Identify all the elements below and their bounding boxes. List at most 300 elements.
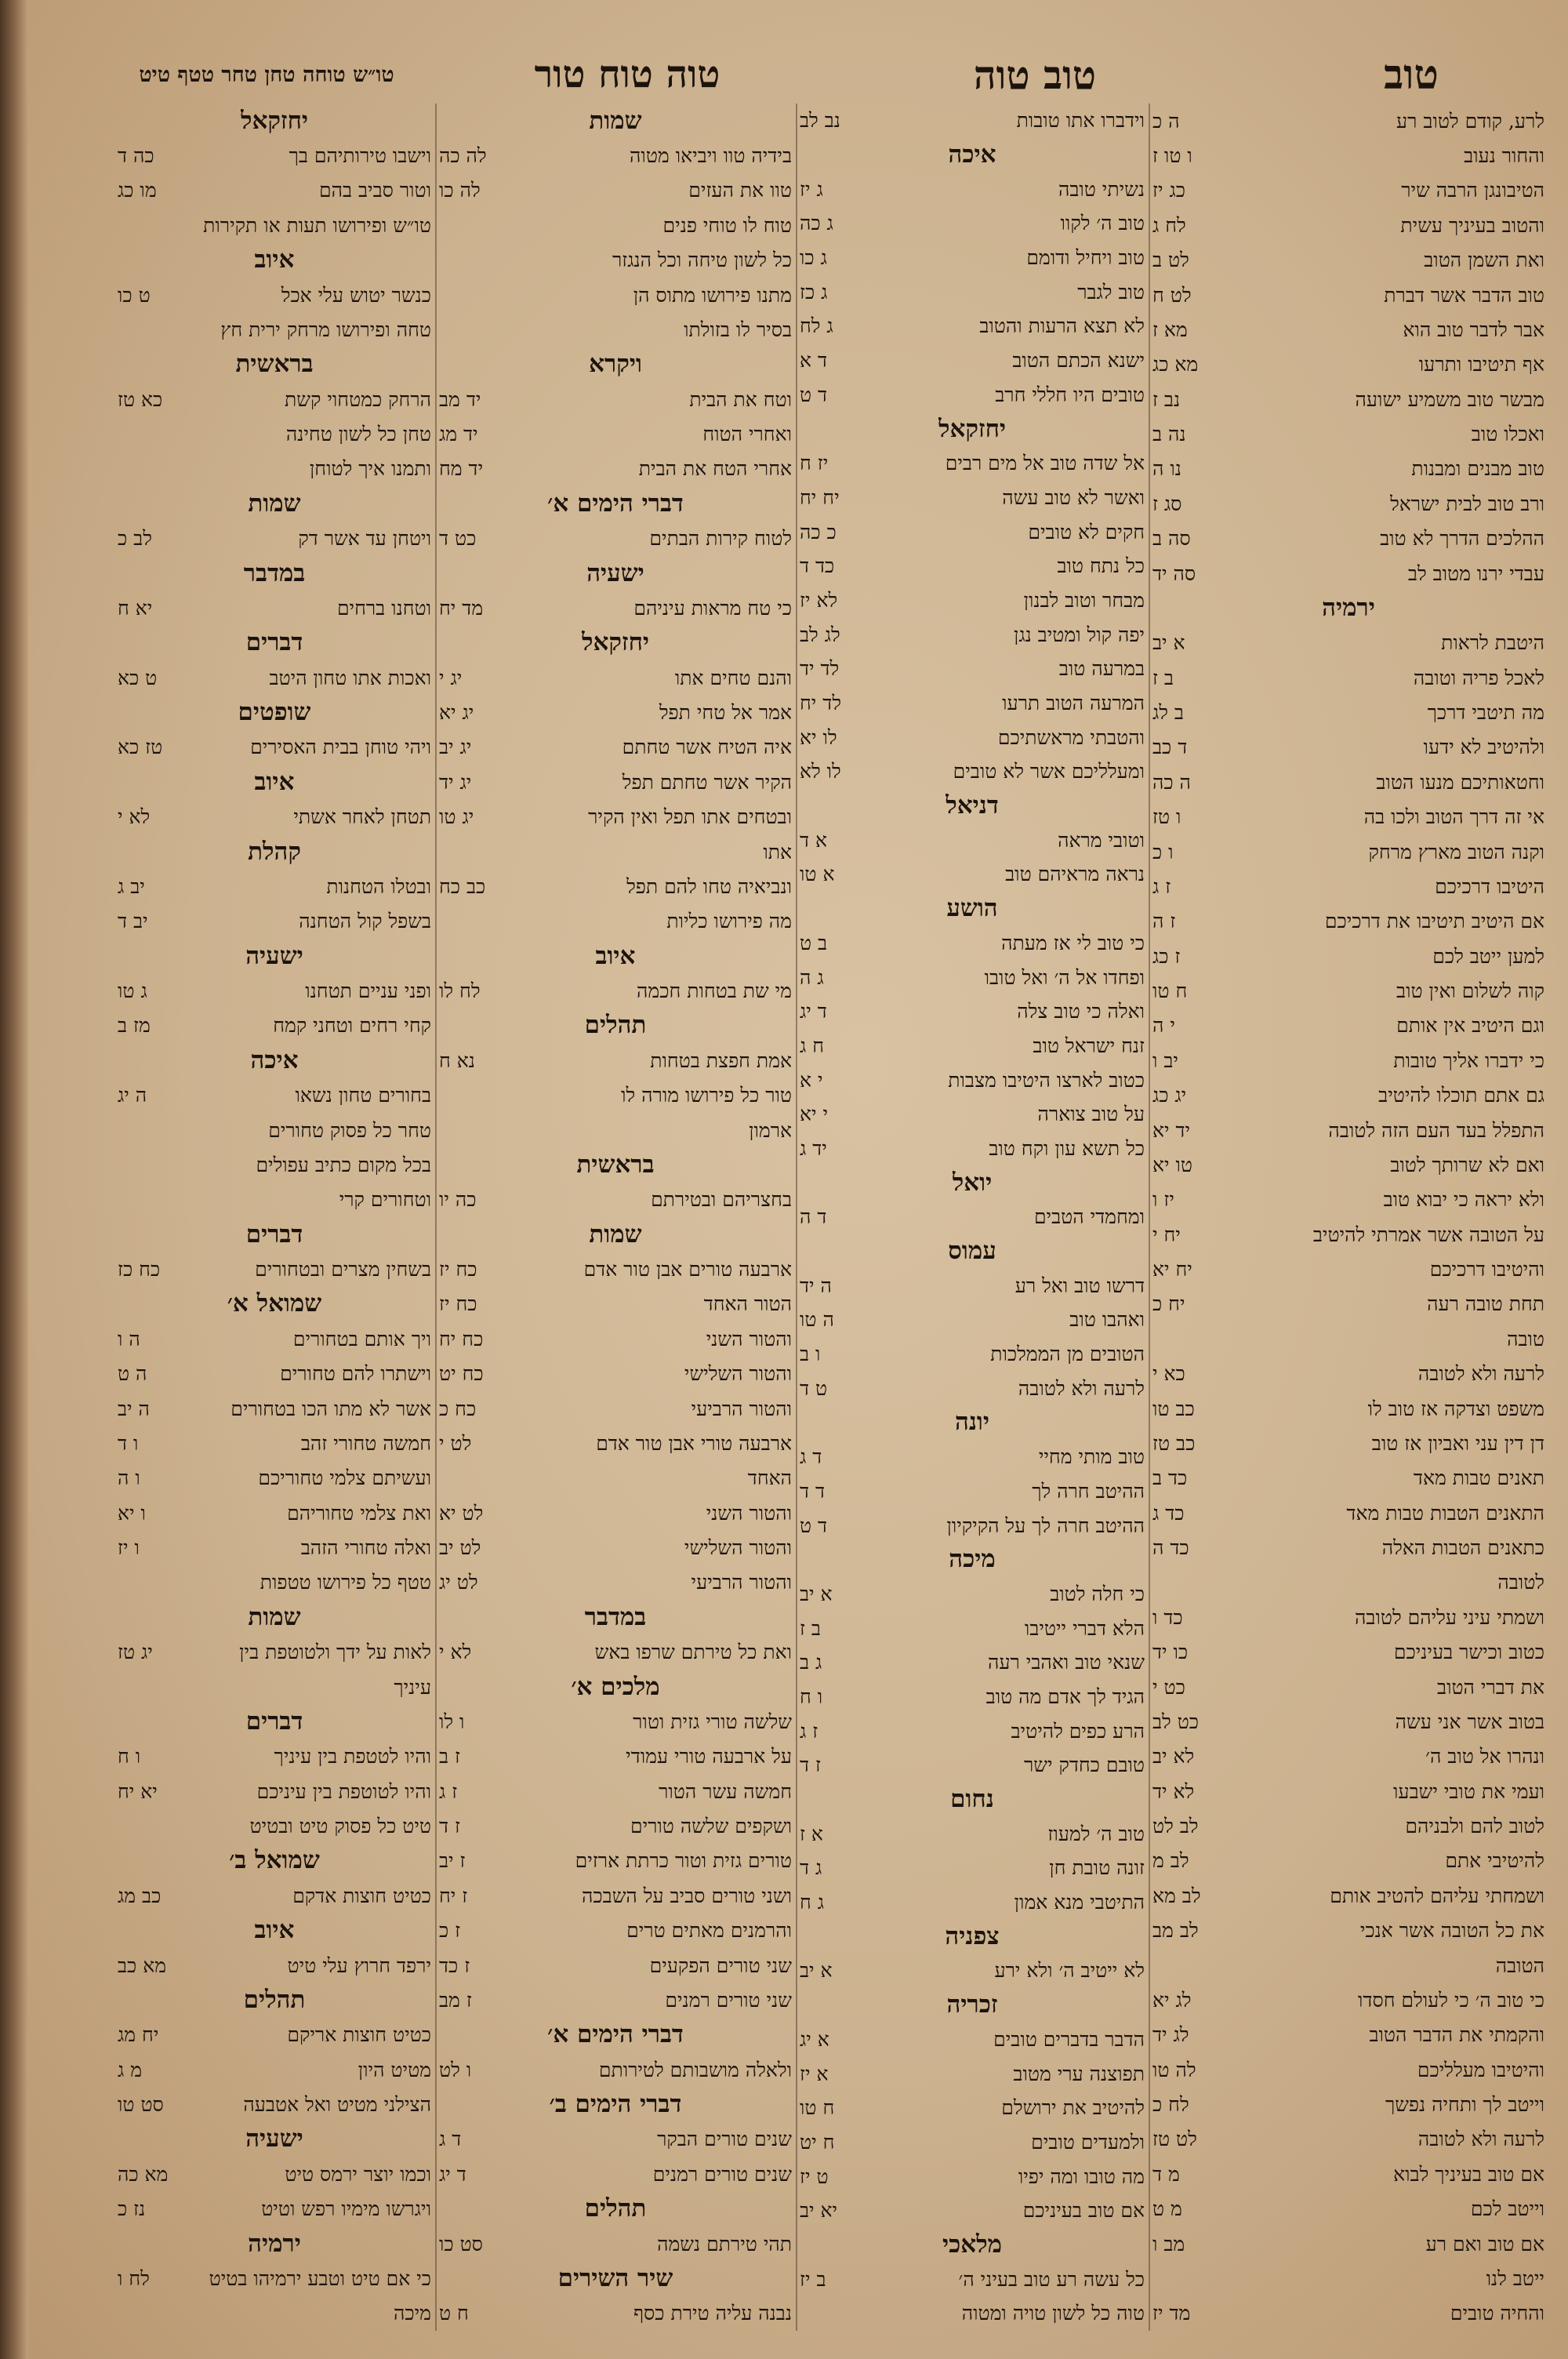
verse-reference: לט יג xyxy=(439,1571,478,1594)
verse-entry xyxy=(439,1983,792,2017)
entry-text: נשיתי טובה xyxy=(1058,179,1145,199)
verse-entry xyxy=(439,1774,792,1808)
book-heading xyxy=(800,412,1145,446)
entry-text: ותמנו איך לטוחן xyxy=(309,459,431,479)
verse-entry xyxy=(1152,1426,1544,1460)
verse-reference: לח ג xyxy=(1152,213,1186,237)
verse-reference: כב טו xyxy=(1152,1397,1195,1420)
verse-entry xyxy=(439,1461,792,1496)
verse-entry xyxy=(118,2052,431,2087)
book-heading xyxy=(439,1009,792,1043)
entry-text: ויקרא xyxy=(589,352,642,377)
verse-entry xyxy=(439,591,792,625)
entry-text: אמר אל טחי תפל xyxy=(659,703,792,723)
verse-entry xyxy=(1152,2052,1544,2087)
verse-reference: ו טז xyxy=(1152,805,1181,829)
verse-reference: ז ג xyxy=(800,1719,818,1743)
entry-text: ירפד חרוץ עלי טיט xyxy=(287,1955,431,1976)
book-heading xyxy=(439,556,792,591)
book-heading xyxy=(118,556,431,591)
verse-reference: ז ב xyxy=(439,1745,460,1768)
verse-reference: ח יט xyxy=(800,2130,835,2154)
verse-entry xyxy=(118,1948,431,1983)
entry-text: אם טוב ואם רע xyxy=(1425,2234,1544,2254)
verse-reference: ה יג xyxy=(118,1084,147,1107)
verse-entry xyxy=(118,1252,431,1286)
verse-reference: יא יח xyxy=(118,1779,158,1803)
verse-entry xyxy=(800,2056,1145,2091)
verse-entry xyxy=(439,312,792,347)
entry-text: מלאכי xyxy=(942,2232,1003,2257)
verse-entry xyxy=(439,382,792,416)
verse-reference: ו טו ז xyxy=(1152,144,1192,168)
verse-entry xyxy=(1152,452,1544,486)
entry-text: וייטב לך ותחיה נפשך xyxy=(1385,2095,1544,2115)
verse-entry xyxy=(800,754,1145,789)
entry-text: טוב מבנים ומבנות xyxy=(1411,459,1544,479)
verse-reference: כח יז xyxy=(439,1292,477,1316)
verse-reference: כה ד xyxy=(118,144,154,168)
entry-text: שנאי טוב ואהבי רעה xyxy=(988,1652,1145,1673)
verse-entry xyxy=(800,583,1145,618)
verse-reference: י יא xyxy=(800,1103,829,1126)
entry-text: כי טוב לי אז מעתה xyxy=(1001,932,1145,953)
entry-text: הרע כפים להיטיב xyxy=(1011,1721,1145,1741)
verse-entry xyxy=(800,1577,1145,1612)
verse-entry xyxy=(800,617,1145,652)
verse-entry xyxy=(1152,1461,1544,1496)
verse-reference: מא ז xyxy=(1152,318,1188,341)
verse-entry xyxy=(1152,1287,1544,1321)
verse-entry xyxy=(800,2194,1145,2228)
entry-text: ואת כל טירתם שרפו באש xyxy=(594,1642,792,1663)
entry-text: ירמיה xyxy=(248,2231,301,2256)
book-heading xyxy=(118,1704,431,1739)
verse-entry xyxy=(800,994,1145,1029)
entry-text: בידיה טוו ויביאו מטוה xyxy=(630,146,792,166)
concordance-column xyxy=(439,104,792,2331)
verse-reference: ב ט xyxy=(800,931,828,954)
verse-entry xyxy=(800,823,1145,857)
entry-text: בחצריהם ובטירתם xyxy=(651,1190,792,1210)
verse-entry xyxy=(1152,973,1544,1008)
verse-reference: ד יג xyxy=(800,1000,827,1023)
verse-entry xyxy=(800,1954,1145,1988)
verse-entry xyxy=(800,1748,1145,1783)
verse-entry xyxy=(439,660,792,695)
entry-text: ההיטב חרה לך על הקיקיון xyxy=(946,1515,1145,1536)
book-heading xyxy=(439,2192,792,2226)
verse-entry xyxy=(1152,2296,1544,2331)
verse-reference: לט יב xyxy=(439,1536,481,1560)
entry-text: כל עשה רע טוב בעיני ה׳ xyxy=(958,2269,1145,2289)
verse-reference: יב ג xyxy=(118,874,145,898)
verse-reference: ז כד xyxy=(439,1954,470,1977)
entry-text: שמואל א׳ xyxy=(227,1292,322,1317)
verse-entry xyxy=(800,720,1145,754)
verse-reference: יד מג xyxy=(439,423,478,446)
verse-entry xyxy=(800,1063,1145,1097)
verse-entry xyxy=(439,2122,792,2157)
entry-text: יחזקאל xyxy=(240,108,309,133)
verse-reference: ג כז xyxy=(800,280,828,304)
verse-reference: סה יד xyxy=(1152,562,1196,585)
entry-text: לטובה xyxy=(1497,1572,1544,1593)
verse-reference: לב לט xyxy=(1152,1815,1199,1838)
verse-entry xyxy=(118,1113,431,1147)
entry-text: שמות xyxy=(589,1222,642,1247)
book-heading xyxy=(118,1914,431,1948)
verse-reference: מא כב xyxy=(118,1954,167,1977)
verse-entry xyxy=(1152,486,1544,521)
verse-entry xyxy=(118,416,431,451)
verse-reference: ו יא xyxy=(118,1501,146,1525)
verse-entry xyxy=(800,652,1145,686)
verse-reference: ז ד xyxy=(439,1815,460,1838)
entry-text: אשר לא מתו הכו בטחורים xyxy=(230,1398,431,1419)
book-heading xyxy=(800,1543,1145,1577)
entry-text: זכריה xyxy=(946,1993,998,2018)
verse-reference: ה יד xyxy=(800,1274,832,1297)
entry-text: תהלים xyxy=(243,1987,306,2012)
entry-text: וייטב לכם xyxy=(1470,2199,1544,2219)
verse-entry xyxy=(118,869,431,903)
verse-reference: כט י xyxy=(1152,1675,1185,1699)
verse-reference: ג ב xyxy=(800,1651,822,1674)
verse-reference: לא י xyxy=(439,1641,472,1664)
verse-entry xyxy=(118,2296,431,2331)
verse-reference: א יב xyxy=(800,1582,833,1605)
verse-reference: כו יד xyxy=(1152,1641,1189,1664)
verse-reference: ה כה xyxy=(1152,770,1191,794)
verse-entry xyxy=(439,1914,792,1948)
entry-text: מבשר טוב משמיע ישועה xyxy=(1355,389,1544,409)
entry-text: ארמון xyxy=(749,1120,792,1140)
verse-entry xyxy=(118,800,431,834)
verse-reference: יז ח xyxy=(800,452,829,475)
verse-reference: יא ח xyxy=(118,596,153,620)
entry-text: שיר השירים xyxy=(557,2266,673,2291)
verse-reference: ז כ xyxy=(439,1919,461,1943)
book-heading xyxy=(439,486,792,521)
verse-reference: ד יג xyxy=(439,2162,466,2186)
book-heading xyxy=(118,2226,431,2261)
verse-entry xyxy=(118,2192,431,2226)
entry-text: טחר כל פסוק טחורים xyxy=(268,1120,431,1140)
verse-entry xyxy=(118,1530,431,1565)
verse-entry xyxy=(118,1009,431,1043)
verse-reference: כא י xyxy=(1152,1362,1185,1386)
verse-reference: ז כג xyxy=(1152,944,1181,968)
entry-text: וטובי מראה xyxy=(1058,830,1145,850)
book-heading xyxy=(118,939,431,973)
verse-reference: כט ד xyxy=(439,527,477,551)
verse-entry xyxy=(439,1113,792,1147)
verse-reference: כ כה xyxy=(800,520,837,543)
verse-reference: ט כא xyxy=(118,666,158,689)
entry-text: בראשית xyxy=(576,1152,655,1177)
verse-reference: כט לב xyxy=(1152,1710,1200,1733)
verse-entry xyxy=(800,1371,1145,1405)
entry-text: ושמחתי עליהם להטיב אותם xyxy=(1330,1885,1544,1906)
entry-text: ועשיתם צלמי טחוריכם xyxy=(258,1468,431,1488)
verse-reference: לב מ xyxy=(1152,1849,1189,1873)
verse-reference: סט כו xyxy=(439,2232,483,2255)
verse-reference: ו ה xyxy=(118,1467,140,1490)
verse-reference: לה כו xyxy=(439,179,481,202)
book-heading xyxy=(800,1783,1145,1817)
book-heading xyxy=(800,2228,1145,2263)
verse-entry xyxy=(439,904,792,939)
verse-entry xyxy=(1152,1043,1544,1078)
verse-entry xyxy=(439,2052,792,2087)
verse-reference: ו ח xyxy=(800,1685,823,1708)
verse-entry xyxy=(118,208,431,242)
entry-text: כל לשון טיחה וכל הנגזר xyxy=(612,250,792,271)
verse-reference: כג יז xyxy=(1152,179,1185,202)
verse-entry xyxy=(118,1635,431,1670)
entry-text: ואת צלמי טחוריהם xyxy=(287,1503,431,1523)
verse-reference: ט כו xyxy=(118,283,151,307)
entry-text: תטחן לאחר אשתי xyxy=(293,807,431,827)
verse-entry xyxy=(1152,1983,1544,2017)
verse-entry xyxy=(118,522,431,556)
verse-reference: יג טז xyxy=(118,1641,153,1664)
verse-entry xyxy=(118,1774,431,1808)
verse-entry xyxy=(800,1645,1145,1680)
entry-text: ושמתי עיני עליהם לטובה xyxy=(1355,1607,1544,1627)
verse-reference: יח יח xyxy=(800,485,840,509)
entry-text: ההיטב חרה לך xyxy=(1032,1481,1145,1501)
verse-reference: לג לב xyxy=(800,623,840,646)
verse-entry xyxy=(800,1508,1145,1543)
entry-text: ונביאיה טחו להם תפל xyxy=(626,876,792,896)
verse-reference: לב מא xyxy=(1152,1884,1201,1907)
entry-text: טוה כל לשון טויה ומטוה xyxy=(961,2303,1145,2324)
entry-text: התאנים הטבות טבות מאד xyxy=(1346,1503,1544,1523)
entry-text: הגיד לך אדם מה טוב xyxy=(985,1686,1145,1707)
entry-text: טובם כחדק ישר xyxy=(1024,1755,1145,1776)
verse-entry xyxy=(118,1391,431,1426)
verse-reference: ד א xyxy=(800,349,827,373)
verse-reference: נה ב xyxy=(1152,423,1186,446)
entry-text: את כל הטובה אשר אנכי xyxy=(1359,1921,1544,1941)
verse-entry xyxy=(118,2157,431,2191)
verse-entry xyxy=(439,1808,792,1843)
entry-text: אף תיטיבו ותרעו xyxy=(1418,354,1544,375)
book-heading xyxy=(118,1287,431,1321)
verse-reference: כב מג xyxy=(118,1884,162,1907)
column-divider xyxy=(435,104,437,2331)
entry-text: בחורים טחון נשאו xyxy=(295,1085,431,1106)
verse-entry xyxy=(1152,1739,1544,1774)
verse-entry xyxy=(439,800,792,834)
verse-reference: לא יב xyxy=(1152,1745,1195,1768)
verse-reference: יג כג xyxy=(1152,1084,1187,1107)
verse-reference: ו לו xyxy=(439,1710,465,1733)
verse-entry xyxy=(800,378,1145,413)
entry-text: בשחין מצרים ובטחורים xyxy=(255,1259,431,1280)
verse-entry xyxy=(118,1565,431,1600)
verse-reference: לב מב xyxy=(1152,1919,1199,1943)
verse-reference: ו ב xyxy=(800,1343,821,1366)
entry-text: לרעה ולא לטובה xyxy=(1417,1364,1544,1384)
entry-text: צפניה xyxy=(945,1924,1000,1949)
entry-text: מיכה xyxy=(394,2303,431,2324)
entry-text: והיטיבו מעלליכם xyxy=(1417,2059,1544,2080)
book-heading xyxy=(439,2087,792,2121)
verse-reference: לד יד xyxy=(800,657,840,681)
verse-reference: סט טו xyxy=(118,2093,164,2117)
entry-text: איוב xyxy=(254,769,295,794)
entry-text: יואל xyxy=(952,1170,993,1195)
verse-entry xyxy=(118,904,431,939)
verse-entry xyxy=(118,382,431,416)
verse-reference: כח כז xyxy=(118,1258,161,1281)
verse-entry xyxy=(1152,1113,1544,1147)
verse-entry xyxy=(1152,243,1544,278)
entry-text: והיו לטוטפת בין עיניכם xyxy=(256,1781,431,1801)
book-heading xyxy=(800,138,1145,173)
entry-text: ושקפים שלשה טורים xyxy=(630,1816,792,1837)
book-heading xyxy=(118,347,431,382)
entry-text: הטובה xyxy=(1495,1955,1544,1976)
book-heading xyxy=(118,1844,431,1878)
verse-entry xyxy=(1152,1078,1544,1113)
verse-reference: ו ח xyxy=(118,1745,141,1768)
entry-text: בסיר לו בזולתו xyxy=(684,319,792,340)
book-heading xyxy=(800,1988,1145,2023)
entry-text: על ארבעה טורי עמודי xyxy=(626,1747,792,1767)
verse-entry xyxy=(800,2091,1145,2125)
entry-text: מבחר וטוב לבנון xyxy=(1023,590,1145,610)
entry-text: ישעיה xyxy=(245,2127,303,2152)
verse-reference: כד ד xyxy=(800,554,835,578)
verse-entry xyxy=(1152,2018,1544,2052)
entry-text: והטור השלישי xyxy=(684,1538,792,1558)
verse-entry xyxy=(1152,834,1544,869)
verse-reference: לט ב xyxy=(1152,249,1189,272)
entry-text: ויגרשו מימיו רפש וטיט xyxy=(261,2199,431,2219)
verse-entry xyxy=(800,960,1145,994)
entry-text: וטחנו ברחים xyxy=(336,598,431,618)
entry-text: קוה לשלום ואין טוב xyxy=(1396,981,1544,1001)
verse-reference: לא יז xyxy=(800,588,838,612)
verse-reference: ה טו xyxy=(800,1308,834,1332)
entry-text: לטוב להם ולבניהם xyxy=(1405,1816,1544,1837)
entry-text: ואלה טחורי הזהב xyxy=(300,1538,431,1558)
entry-text: והיו לטטפת בין עיניך xyxy=(274,1747,431,1767)
verse-reference: טז כא xyxy=(118,736,163,759)
verse-reference: א יז xyxy=(800,2062,829,2085)
verse-entry xyxy=(800,1885,1145,1920)
verse-entry xyxy=(800,926,1145,961)
verse-entry xyxy=(118,730,431,765)
entry-text: מה פירושו כליות xyxy=(666,911,792,932)
verse-reference: ח טו xyxy=(800,2096,835,2120)
entry-text: אם היטיב תיטיבו את דרכיכם xyxy=(1324,911,1544,932)
entry-text: היטבת לראות xyxy=(1441,633,1544,653)
entry-text: חמשה טחורי זהב xyxy=(300,1433,431,1453)
book-heading xyxy=(118,1983,431,2017)
book-heading xyxy=(800,892,1145,926)
verse-entry xyxy=(118,1078,431,1113)
entry-text: כטיט חוצות אריקם xyxy=(287,2025,431,2045)
entry-text: לאכל פריה וטובה xyxy=(1413,667,1544,688)
entry-text: כי ידברו אליך טובות xyxy=(1393,1050,1544,1070)
verse-entry xyxy=(800,1680,1145,1714)
verse-reference: ד ד xyxy=(800,1479,825,1503)
verse-entry xyxy=(800,1440,1145,1474)
verse-entry xyxy=(439,834,792,869)
verse-entry xyxy=(800,309,1145,343)
entry-text: ייטב לנו xyxy=(1486,2268,1544,2288)
running-heading: טוב טוה xyxy=(973,51,1097,98)
entry-text: עבדי ירנו מטוב לב xyxy=(1407,563,1544,583)
entry-text: אי זה דרך הטוב ולכו בה xyxy=(1363,807,1544,827)
verse-entry xyxy=(118,138,431,173)
verse-entry xyxy=(439,452,792,486)
entry-text: על הטובה אשר אמרתי להיטיב xyxy=(1312,1224,1544,1245)
entry-text: תהלים xyxy=(584,2197,647,2222)
book-heading xyxy=(118,486,431,521)
entry-text: התיטבי מנא אמון xyxy=(1014,1892,1145,1913)
entry-text: איכה xyxy=(948,143,996,168)
verse-entry xyxy=(439,1357,792,1391)
entry-text: אבר לדבר טוב הוא xyxy=(1403,319,1544,340)
entry-text: זנח ישראל טוב xyxy=(1033,1035,1145,1056)
verse-reference: יז ו xyxy=(1152,1188,1174,1212)
column-divider xyxy=(796,104,797,2331)
verse-reference: ו כ xyxy=(1152,840,1174,863)
entry-text: וטור סביב בהם xyxy=(319,180,431,201)
entry-text: נחום xyxy=(950,1787,994,1812)
verse-reference: טו יא xyxy=(1152,1153,1193,1176)
verse-reference: ב לג xyxy=(1152,701,1184,725)
verse-entry xyxy=(439,173,792,208)
verse-entry xyxy=(1152,1878,1544,1913)
book-heading xyxy=(439,2261,792,2295)
verse-reference: ח טו xyxy=(1152,980,1188,1003)
entry-text: שמות xyxy=(248,1605,301,1630)
verse-reference: ו יז xyxy=(118,1536,140,1560)
entry-text: שנים טורים הבקר xyxy=(657,2129,792,2150)
entry-text: טוו את העזים xyxy=(688,180,792,201)
verse-reference: כב כח xyxy=(439,874,486,898)
entry-text: וידברו אתו טובות xyxy=(1016,111,1145,131)
verse-reference: יח י xyxy=(1152,1223,1181,1246)
entry-text: כנשר יטוש עלי אכל xyxy=(281,285,431,305)
entry-text: את דברי הטוב xyxy=(1437,1677,1544,1697)
verse-entry xyxy=(1152,1217,1544,1252)
verse-entry xyxy=(439,1878,792,1913)
verse-reference: לה כה xyxy=(439,144,487,168)
verse-reference: יח כ xyxy=(1152,1292,1185,1316)
verse-entry xyxy=(800,549,1145,583)
verse-entry xyxy=(118,1321,431,1356)
verse-reference: מד יז xyxy=(1152,2302,1191,2325)
entry-text: יחזקאל xyxy=(938,416,1007,442)
entry-text: ישעיה xyxy=(586,561,644,586)
book-heading xyxy=(439,1600,792,1634)
verse-reference: כח יז xyxy=(439,1258,477,1281)
entry-text: ויטחן עד אשר דק xyxy=(298,529,431,549)
verse-entry xyxy=(439,2296,792,2331)
entry-text: היטיבו דרכיכם xyxy=(1435,876,1544,896)
entry-text: ולאלה מושבותם לטירותם xyxy=(598,2059,792,2080)
verse-reference: כד ה xyxy=(1152,1536,1189,1560)
entry-text: טיט כל פסוק טיט ובטיט xyxy=(249,1816,431,1837)
